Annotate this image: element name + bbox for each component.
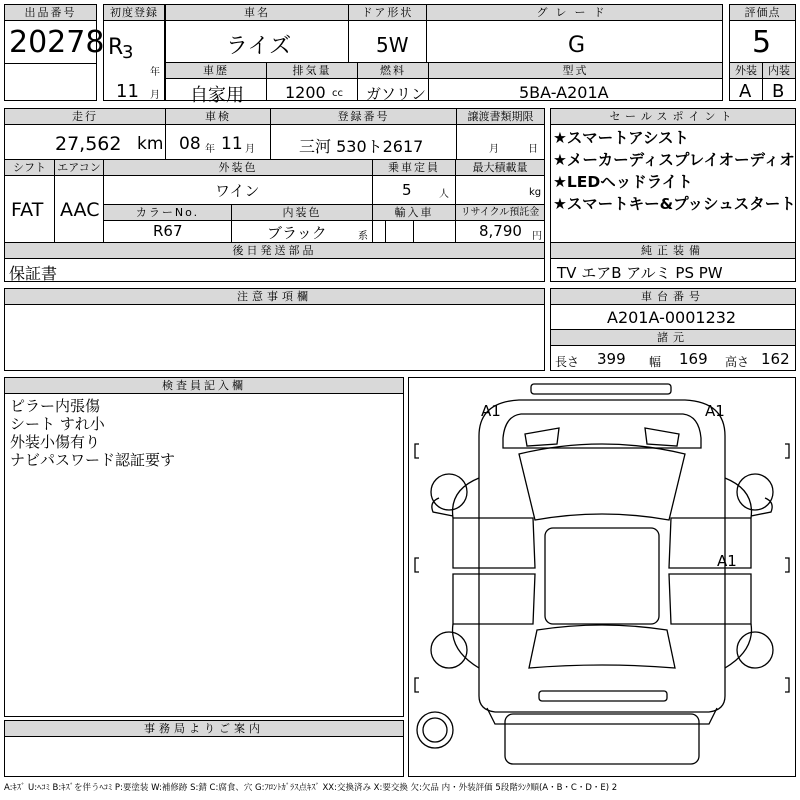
selling-point-item: ★スマートキー&プッシュスタート <box>553 195 796 213</box>
int-color-label: 内装色 <box>232 205 372 221</box>
height-value: 162 <box>761 350 790 368</box>
int-color-unit: 系 <box>358 231 368 242</box>
lot-number-box <box>4 4 105 101</box>
import-label: 輸入車 <box>373 205 455 221</box>
color-no-value: R67 <box>153 222 183 240</box>
capacity-unit: 人 <box>439 189 449 200</box>
grade-value: G <box>568 33 586 58</box>
interior-score-value: B <box>772 81 785 102</box>
fuel-label: 燃料 <box>358 63 428 79</box>
length-label: 長さ <box>555 355 580 369</box>
first-registration-box <box>103 4 165 101</box>
later-parts-label: 後日発送部品 <box>5 243 544 259</box>
first-registration-month-unit: 月 <box>150 90 160 101</box>
width-value: 169 <box>679 350 708 368</box>
lot-number-label: 出品番号 <box>5 5 96 21</box>
chassis-value: A201A-0001232 <box>607 308 737 327</box>
later-parts-value: 保証書 <box>9 264 58 283</box>
damage-mark-right-door: A1 <box>717 552 737 570</box>
grade-label: グレード <box>427 5 722 21</box>
mileage-label: 走行 <box>5 109 165 125</box>
interior-score-label: 内装 <box>763 63 795 79</box>
color-no-label: カラーNo. <box>104 205 231 221</box>
inspection-year: 08 <box>179 134 201 154</box>
recycle-label: リサイクル預託金 <box>456 205 544 221</box>
exterior-score-label: 外装 <box>730 63 762 79</box>
equipment-value: TV エアB アルミ PS PW <box>557 264 723 282</box>
shift-label: シフト <box>5 160 54 176</box>
plate-label: 登録番号 <box>271 109 456 125</box>
recycle-value: 8,790 <box>479 222 522 240</box>
chassis-box <box>550 288 796 371</box>
capacity-label: 乗車定員 <box>373 160 455 176</box>
inspector-note: 外装小傷有り <box>10 433 101 451</box>
aircon-label: エアコン <box>55 160 103 176</box>
doc-deadline-day-unit: 日 <box>528 144 538 155</box>
selling-point-item: ★LEDヘッドライト <box>553 173 693 191</box>
inspector-note: ナビパスワード認証要す <box>10 451 176 469</box>
first-registration-month: 11 <box>116 81 139 102</box>
damage-mark-front-left: A1 <box>481 402 501 420</box>
car-name-label: 車名 <box>166 5 348 21</box>
length-value: 399 <box>597 350 626 368</box>
first-registration-year-unit: 年 <box>150 67 160 78</box>
selling-points-box <box>550 108 796 243</box>
office-label: 事務局よりご案内 <box>5 721 403 737</box>
ext-color-value: ワイン <box>215 182 260 200</box>
exterior-score-value: A <box>739 81 752 102</box>
legend-footer: A:ｷｽﾞ U:ﾍｺﾐ B:ｷｽﾞを伴うﾍｺﾐ P:要塗装 W:補修跡 S:錆 C:腐食、穴 G:ﾌﾛﾝﾄｶﾞﾗｽ点ｷｽﾞ XX:交換済み X:要交換 欠:欠品 内・外装評価 5段階ﾗﾝｸ順(A・B・C・D・E) 2 <box>4 783 618 793</box>
score-value: 5 <box>752 25 772 60</box>
chassis-label: 車台番号 <box>551 289 795 305</box>
score-label: 評価点 <box>730 5 795 21</box>
caution-box <box>4 288 545 371</box>
doc-deadline-label: 譲渡書類期限 <box>457 109 544 125</box>
inspector-note: ピラー内張傷 <box>10 397 101 415</box>
office-box <box>4 720 404 777</box>
displacement-value: 1200 <box>285 83 326 102</box>
model-value: 5BA-A201A <box>519 83 609 102</box>
shift-value: FAT <box>11 199 44 221</box>
inspection-month-unit: 月 <box>245 144 255 155</box>
first-registration-era: R <box>108 35 124 60</box>
aircon-value: AAC <box>60 199 100 221</box>
model-label: 型式 <box>429 63 722 79</box>
equipment-box <box>550 242 796 282</box>
capacity-value: 5 <box>402 181 412 199</box>
inspection-month: 11 <box>221 134 243 154</box>
specs-label: 諸元 <box>551 330 795 346</box>
width-label: 幅 <box>649 355 662 369</box>
door-label: ドア形状 <box>349 5 426 21</box>
inspector-box <box>4 377 404 717</box>
later-parts-box <box>4 242 545 282</box>
caution-label: 注意事項欄 <box>5 289 544 305</box>
max-load-label: 最大積載量 <box>456 160 544 176</box>
selling-point-item: ★スマートアシスト <box>553 129 690 147</box>
inspection-label: 車検 <box>166 109 270 125</box>
car-name-value: ライズ <box>226 34 292 59</box>
ext-color-label: 外装色 <box>104 160 372 176</box>
damage-mark-front-right: A1 <box>705 402 725 420</box>
car-outline-svg <box>409 378 795 776</box>
height-label: 高さ <box>725 355 750 369</box>
inspection-year-unit: 年 <box>205 144 215 155</box>
inspector-label: 検査員記入欄 <box>5 378 403 394</box>
plate-value: 三河 530ト2617 <box>299 137 424 156</box>
equipment-label: 純正装備 <box>551 243 795 259</box>
first-registration-year: 3 <box>122 42 134 63</box>
damage-diagram <box>408 377 796 777</box>
selling-points-label: セールスポイント <box>551 109 795 125</box>
recycle-unit: 円 <box>532 231 542 242</box>
inspector-note: シート すれ小 <box>10 415 105 433</box>
mileage-value: 27,562 <box>55 133 122 155</box>
main-info-box <box>165 4 723 106</box>
lot-number-value: 20278 <box>9 25 105 60</box>
history-value: 自家用 <box>190 85 244 106</box>
displacement-label: 排気量 <box>267 63 357 79</box>
int-color-value: ブラック <box>267 224 327 242</box>
displacement-unit: cc <box>332 88 343 99</box>
first-registration-label: 初度登録 <box>104 5 164 21</box>
doc-deadline-month-unit: 月 <box>489 144 499 155</box>
vehicle-detail-box <box>4 108 545 243</box>
mileage-unit: km <box>137 134 164 154</box>
score-box <box>729 4 796 101</box>
fuel-value: ガソリン <box>366 85 427 103</box>
history-label: 車歴 <box>166 63 266 79</box>
door-value: 5W <box>376 33 409 57</box>
max-load-unit: kg <box>529 187 542 198</box>
selling-point-item: ★メーカーディスプレイオーディオ <box>553 151 795 169</box>
